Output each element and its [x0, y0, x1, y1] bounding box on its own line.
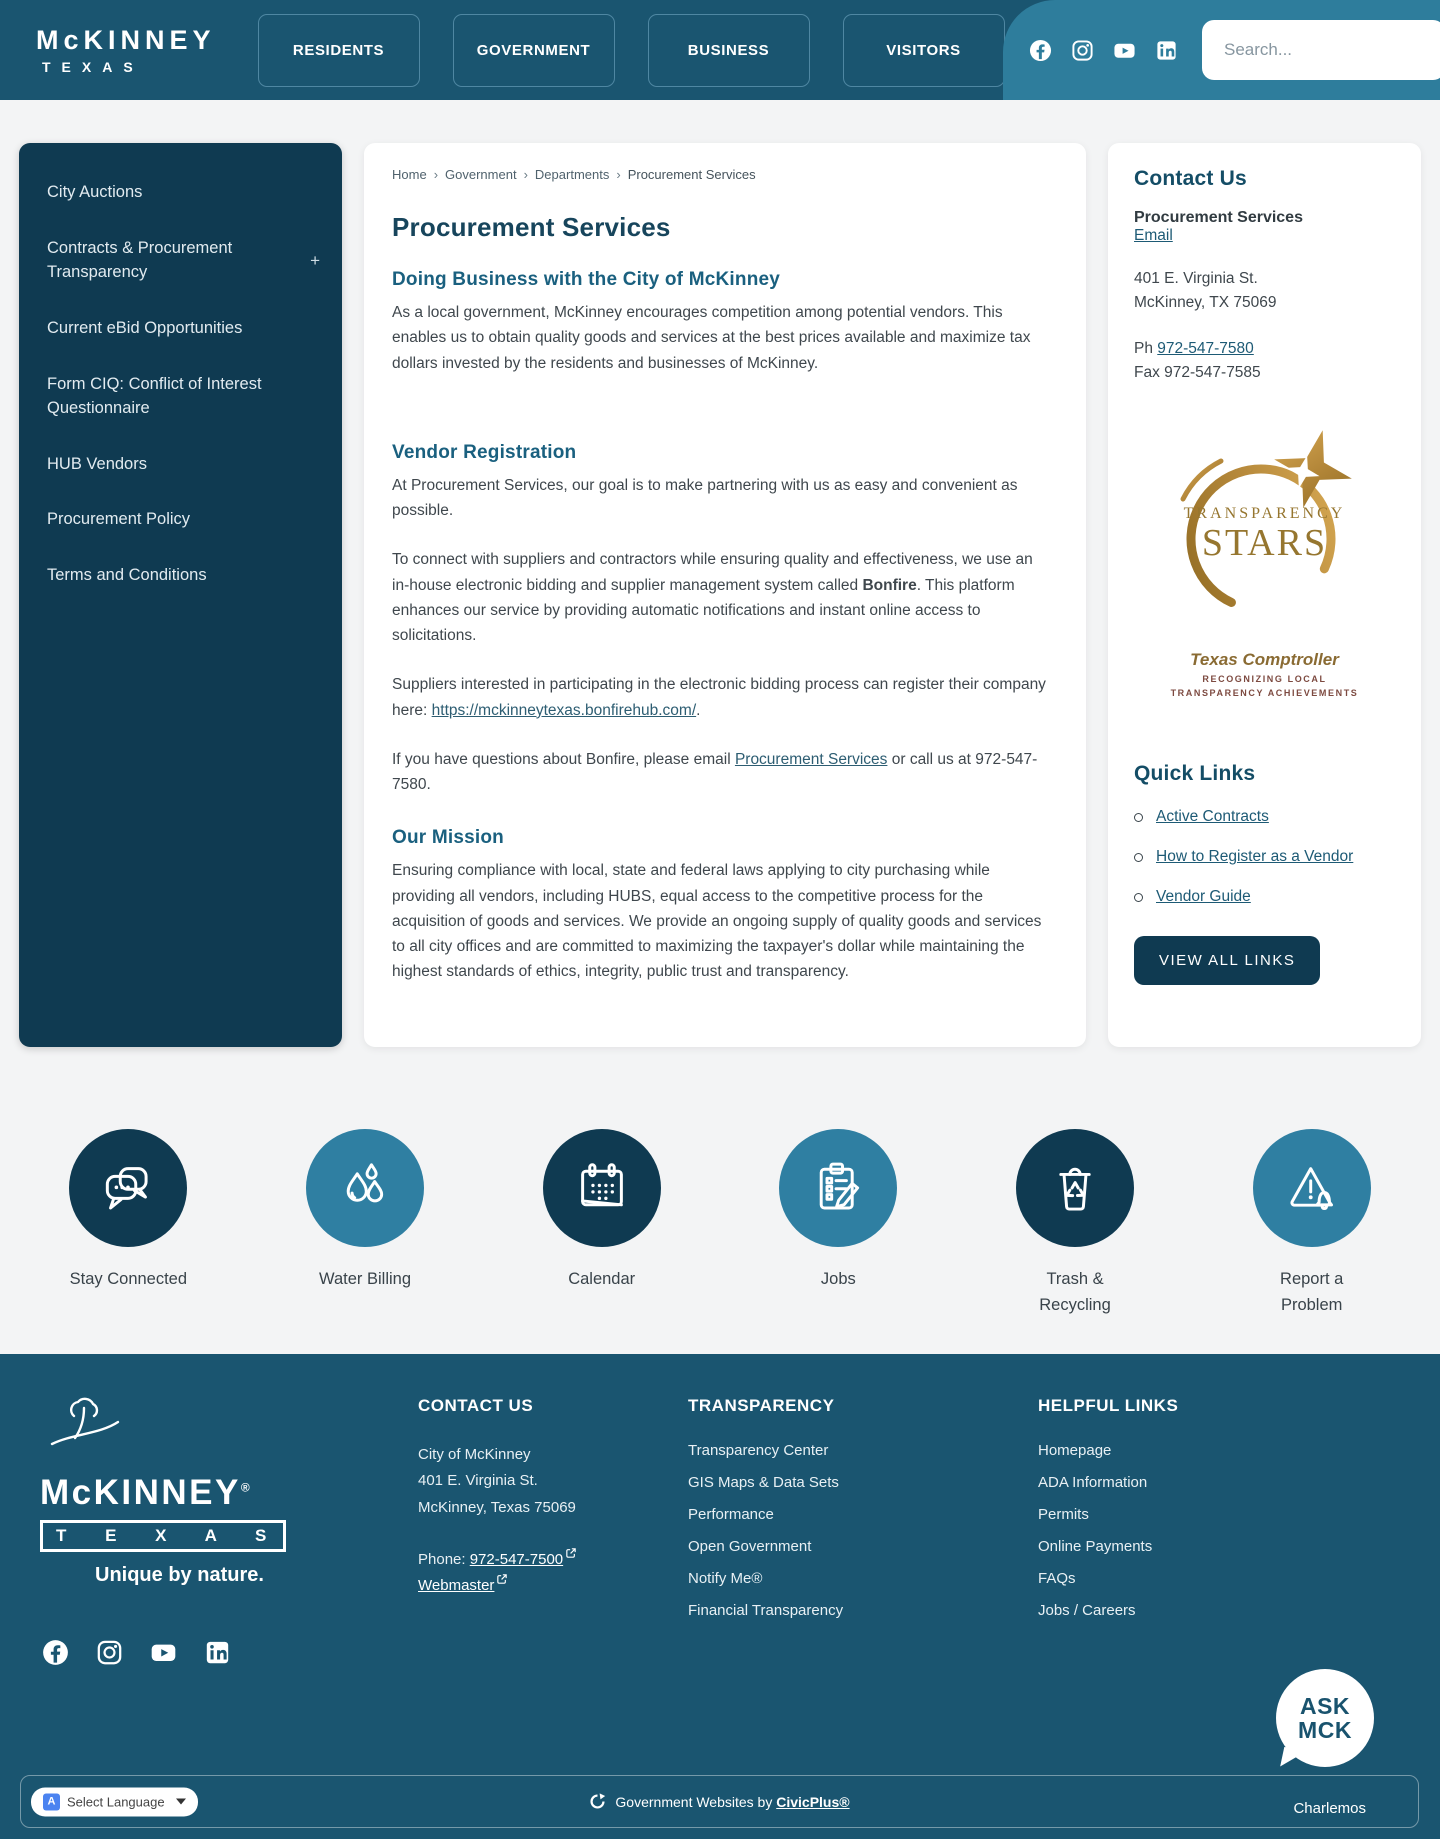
header: [0, 0, 1440, 100]
paragraph-text: Suppliers interested in participating in the electronic bidding process can register their company here:: [392, 676, 1046, 719]
footer-grid: [40, 1396, 1400, 1666]
page-title: Procurement Services: [392, 212, 671, 242]
bonfire-bold-text: Bonfire: [862, 576, 917, 594]
gis-maps-link[interactable]: GIS Maps & Data Sets: [688, 1474, 839, 1492]
transparency-achievements-text: TRANSPARENCY ACHIEVEMENTS: [1170, 688, 1359, 699]
section-heading-vendor-registration: Vendor Registration: [392, 441, 577, 463]
contact-department: Procurement Services: [1134, 209, 1303, 226]
shortcut-circle: [543, 1129, 661, 1247]
footer-street: 401 E. Virginia St.: [418, 1472, 538, 1490]
linkedin-icon[interactable]: [1155, 39, 1178, 62]
main-nav: [258, 14, 1005, 87]
sidebar-item-label: Current eBid Opportunities: [47, 318, 243, 337]
procurement-services-email-link[interactable]: Procurement Services: [734, 750, 888, 768]
site-logo[interactable]: [36, 25, 216, 75]
address-line1: 401 E. Virginia St.: [1134, 270, 1258, 287]
transparency-center-link[interactable]: Transparency Center: [688, 1442, 829, 1460]
fax-line: Fax 972-547-7585: [1134, 364, 1261, 382]
shortcut-row: [0, 1129, 1440, 1318]
online-payments-link[interactable]: Online Payments: [1038, 1538, 1153, 1556]
clipboard-pencil-icon: [807, 1157, 869, 1219]
shortcut-circle: [306, 1129, 424, 1247]
tree-icon: [40, 1396, 130, 1460]
sidebar-item-terms-and-conditions[interactable]: [47, 564, 320, 588]
sidebar-item-procurement-policy[interactable]: [47, 508, 320, 532]
bonfirehub-link[interactable]: https://mckinneytexas.bonfirehub.com/: [431, 701, 697, 719]
instagram-icon[interactable]: [96, 1639, 123, 1666]
paragraph: [392, 672, 1047, 723]
footer: [0, 1354, 1440, 1839]
email-link[interactable]: Email: [1134, 227, 1173, 244]
shortcut-label: Water Billing: [319, 1270, 411, 1288]
civicplus-link[interactable]: CivicPlus®: [776, 1793, 850, 1810]
footer-helpful-heading: HELPFUL LINKS: [1038, 1396, 1179, 1416]
shortcut-circle: [69, 1129, 187, 1247]
active-contracts-link[interactable]: Active Contracts: [1156, 808, 1269, 826]
stars-word-stars: STARS: [1201, 522, 1328, 565]
footer-transparency-column: [688, 1396, 988, 1666]
civicplus-credit-text: Government Websites by: [615, 1793, 777, 1810]
footer-wordmark: [40, 1473, 360, 1513]
vendor-guide-link[interactable]: Vendor Guide: [1156, 888, 1251, 906]
transparency-stars-caption: [1134, 650, 1395, 698]
performance-link[interactable]: Performance: [688, 1506, 774, 1524]
webmaster-link[interactable]: Webmaster: [418, 1577, 495, 1595]
transparency-stars-logo: [1145, 427, 1385, 642]
header-social-row: [1029, 39, 1178, 62]
paragraph-text: If you have questions about Bonfire, please email: [392, 750, 735, 768]
sidebar-item-current-ebid-opportunities[interactable]: [47, 317, 320, 341]
recognizing-local-text: RECOGNIZING LOCAL: [1202, 674, 1327, 685]
paragraph-text: To connect with suppliers and contractors while ensuring quality and effectiveness, we use an in-house electronic bidding and supplier management system called: [392, 551, 1033, 594]
instagram-icon[interactable]: [1071, 39, 1094, 62]
sidebar-item-label: Procurement Policy: [47, 510, 191, 529]
breadcrumb-separator: ›: [523, 167, 528, 182]
nav-residents[interactable]: RESIDENTS: [258, 14, 420, 87]
linkedin-icon[interactable]: [204, 1639, 231, 1666]
chat-bubbles-icon: [97, 1157, 159, 1219]
paragraph: [392, 473, 1047, 524]
shortcut-circle: [1016, 1129, 1134, 1247]
notify-me-link[interactable]: Notify Me®: [688, 1570, 763, 1588]
breadcrumb: [392, 167, 1058, 182]
content-row: [0, 100, 1440, 1047]
main-content-card: [364, 143, 1086, 1047]
footer-phone-label: Phone:: [418, 1550, 470, 1568]
trash-recycle-icon: [1044, 1157, 1106, 1219]
transparency-stars-text: [1145, 505, 1385, 565]
view-all-links-button[interactable]: VIEW ALL LINKS: [1134, 936, 1320, 985]
list-item: [1134, 808, 1395, 826]
footer-contact-heading: CONTACT US: [418, 1396, 534, 1416]
shortcut-label: Trash & Recycling: [1039, 1270, 1111, 1314]
ask-mck-label: ASK: [1299, 1692, 1351, 1719]
sidebar-item-label: City Auctions: [47, 183, 143, 201]
quick-links-heading: Quick Links: [1134, 762, 1256, 786]
breadcrumb-home[interactable]: Home: [392, 167, 427, 182]
civicplus-icon: [589, 1793, 606, 1810]
facebook-icon[interactable]: [1029, 39, 1052, 62]
ask-mck-chat-button[interactable]: [1276, 1669, 1374, 1767]
footer-tagline: Unique by nature.: [95, 1564, 264, 1587]
contact-sidebar-card: [1108, 143, 1421, 1047]
header-utility-band: [1003, 0, 1440, 100]
shortcut-stay-connected[interactable]: [10, 1129, 247, 1318]
translate-icon: A: [43, 1793, 60, 1810]
language-selector[interactable]: [31, 1787, 198, 1816]
sidebar-item-hub-vendors[interactable]: [47, 453, 320, 477]
contact-us-heading: Contact Us: [1134, 167, 1247, 190]
shortcut-calendar[interactable]: [483, 1129, 720, 1318]
calendar-icon: [571, 1157, 633, 1219]
ask-mck-label: MCK: [1298, 1717, 1352, 1743]
shortcut-label: Calendar: [568, 1270, 636, 1288]
breadcrumb-separator: ›: [616, 167, 621, 182]
shortcut-label: Report a Problem: [1280, 1270, 1344, 1314]
section-heading-our-mission: Our Mission: [392, 827, 504, 849]
texas-comptroller-text: Texas Comptroller: [1190, 650, 1339, 670]
contact-address: [1134, 267, 1395, 315]
open-government-link[interactable]: Open Government: [688, 1538, 812, 1556]
paragraph: [392, 547, 1047, 648]
breadcrumb-current: Procurement Services: [627, 167, 756, 182]
sidebar-item-contracts-procurement-transparency[interactable]: [47, 237, 320, 285]
paragraph: [392, 300, 1047, 376]
contact-phone-block: [1134, 337, 1395, 385]
paragraph: [392, 858, 1047, 984]
external-link-icon: [566, 1548, 576, 1558]
expand-plus-icon[interactable]: +: [310, 250, 320, 270]
jobs-careers-link[interactable]: Jobs / Careers: [1038, 1602, 1136, 1620]
shortcut-report-a-problem[interactable]: [1193, 1129, 1430, 1318]
language-selector-label: Select Language: [67, 1794, 165, 1809]
sidebar-item-label: Terms and Conditions: [47, 566, 207, 585]
shortcut-circle: [779, 1129, 897, 1247]
nav-business[interactable]: BUSINESS: [648, 14, 810, 87]
logo-state-name: TEXAS: [42, 59, 144, 75]
paragraph-text: . This platform enhances our service by providing automatic notifications and instant online access to solicitations.: [392, 576, 1015, 644]
registered-mark: ®: [240, 1480, 253, 1495]
footer-city: City of McKinney: [418, 1446, 531, 1464]
faqs-link[interactable]: FAQs: [1038, 1570, 1076, 1588]
paragraph-text: At Procurement Services, our goal is to make partnering with us as easy and convenient as possible.: [392, 476, 1018, 519]
sidebar-item-label: Contracts & Procurement Transparency: [47, 238, 233, 281]
paragraph-text: Ensuring compliance with local, state and federal laws applying to city purchasing while providing all vendors, including HUBS, equal access to the competitive process for the acquisition of goods and services. We provide an ongoing supply of quality goods and services to all city offices and are committed to maximizing the taxpayer's dollar while maintaining the highest standards of ethics, integrity, public trust and transparency.: [392, 862, 1042, 981]
footer-bottom-bar: [20, 1775, 1419, 1828]
list-item: [1134, 848, 1395, 866]
shortcut-label: Jobs: [820, 1270, 856, 1288]
financial-transparency-link[interactable]: Financial Transparency: [688, 1602, 844, 1620]
phone-prefix: Ph: [1134, 340, 1158, 358]
shortcut-jobs[interactable]: [720, 1129, 957, 1318]
youtube-icon[interactable]: [150, 1639, 177, 1666]
paragraph-text: As a local government, McKinney encourages competition among potential vendors. This enables us to obtain quality goods and services at the best prices available and maximize tax dollars invested by the residents and businesses of McKinney.: [392, 304, 1031, 372]
external-link-icon: [497, 1574, 507, 1584]
footer-logo: [40, 1396, 360, 1666]
address-line2: McKinney, TX 75069: [1134, 294, 1277, 312]
shortcut-circle: [1253, 1129, 1371, 1247]
footer-contact-column: [418, 1396, 688, 1666]
stars-word-transparency: TRANSPARENCY: [1183, 505, 1346, 523]
shortcut-label: Stay Connected: [69, 1270, 188, 1288]
chevron-down-icon: [176, 1799, 186, 1805]
homepage-link[interactable]: Homepage: [1038, 1442, 1112, 1460]
footer-city-name: McKINNEY: [40, 1473, 241, 1513]
paragraph-text: .: [696, 701, 701, 719]
search-bar: [1202, 20, 1440, 80]
shortcut-water-billing[interactable]: [247, 1129, 484, 1318]
breadcrumb-departments[interactable]: Departments: [534, 167, 610, 182]
alert-bell-icon: [1281, 1157, 1343, 1219]
facebook-icon[interactable]: [42, 1639, 69, 1666]
footer-texas-box: T E X A S: [40, 1520, 286, 1552]
logo-city-name: McKINNEY: [36, 25, 216, 55]
search-input[interactable]: [1202, 40, 1440, 60]
ada-information-link[interactable]: ADA Information: [1038, 1474, 1148, 1492]
list-item: [1134, 888, 1395, 906]
phone-link[interactable]: 972-547-7580: [1157, 340, 1254, 358]
nav-visitors[interactable]: VISITORS: [843, 14, 1005, 87]
footer-social-row: [40, 1639, 360, 1666]
breadcrumb-separator: ›: [433, 167, 439, 182]
charlemos-label: Charlemos: [1293, 1800, 1366, 1817]
sidebar-item-label: HUB Vendors: [47, 454, 147, 473]
permits-link[interactable]: Permits: [1038, 1506, 1089, 1524]
paragraph: [392, 747, 1047, 798]
youtube-icon[interactable]: [1113, 39, 1136, 62]
footer-helpful-links-column: [1038, 1396, 1318, 1666]
how-to-register-vendor-link[interactable]: How to Register as a Vendor: [1156, 848, 1354, 866]
footer-city-state-zip: McKinney, Texas 75069: [418, 1498, 576, 1516]
sidebar-item-city-auctions[interactable]: [47, 181, 320, 205]
footer-phone-link[interactable]: 972-547-7500: [469, 1550, 564, 1568]
sidebar-item-label: Form CIQ: Conflict of Interest Questionnaire: [47, 374, 262, 417]
sidebar: [19, 143, 342, 1047]
paragraph-text: or call us at 972-547-7580.: [392, 750, 1038, 793]
water-drops-icon: [334, 1157, 396, 1219]
quick-links-list: [1134, 808, 1395, 906]
footer-transparency-heading: TRANSPARENCY: [688, 1396, 835, 1416]
nav-government[interactable]: GOVERNMENT: [453, 14, 615, 87]
section-heading-doing-business: Doing Business with the City of McKinney: [392, 269, 781, 290]
breadcrumb-government[interactable]: Government: [445, 167, 517, 182]
civicplus-credit: [589, 1793, 849, 1810]
shortcut-trash-recycling[interactable]: [957, 1129, 1194, 1318]
sidebar-item-form-ciq[interactable]: [47, 373, 320, 421]
